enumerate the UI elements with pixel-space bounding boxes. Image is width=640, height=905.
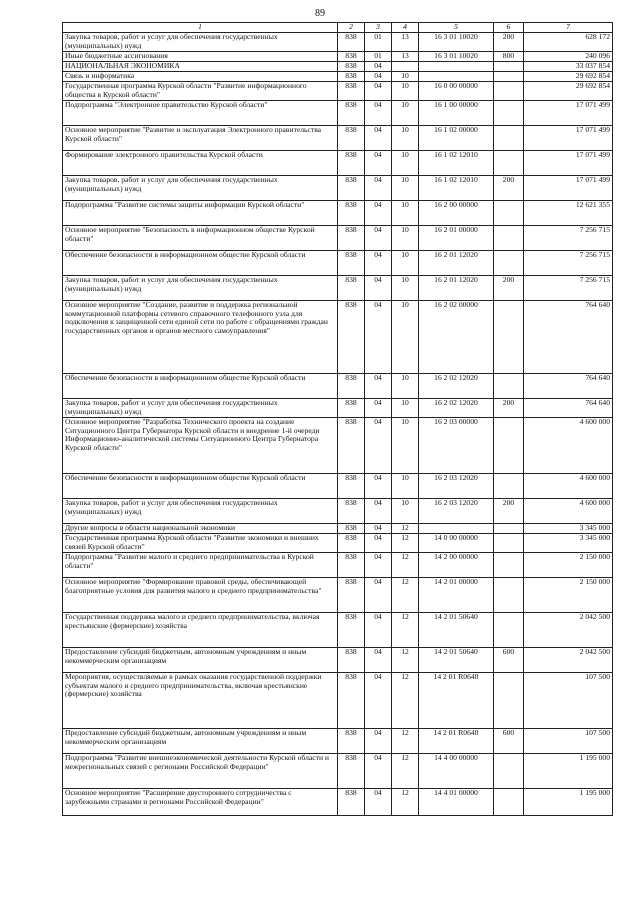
table-row <box>63 226 613 251</box>
cell-amount: 7 256 715 <box>524 226 613 251</box>
cell-ministry-code: 838 <box>338 399 365 418</box>
cell-ministry-code: 838 <box>338 534 365 553</box>
cell-section-code: 04 <box>365 578 392 613</box>
column-header: 2 <box>338 23 365 33</box>
cell-expense-type <box>494 62 524 72</box>
table-row <box>63 374 613 399</box>
cell-section-code: 04 <box>365 399 392 418</box>
cell-name: НАЦИОНАЛЬНАЯ ЭКОНОМИКА <box>63 62 338 72</box>
cell-name: Подпрограмма "Электронное правительство Курской области" <box>63 101 338 126</box>
cell-section-code: 04 <box>365 62 392 72</box>
cell-subsection-code: 10 <box>392 251 419 276</box>
cell-ministry-code: 838 <box>338 789 365 816</box>
cell-target-article: 16 2 03 12020 <box>419 499 494 524</box>
cell-amount: 628 172 <box>524 33 613 52</box>
cell-expense-type <box>494 201 524 226</box>
cell-expense-type <box>494 374 524 399</box>
cell-target-article: 16 2 03 12020 <box>419 474 494 499</box>
cell-amount: 1 195 000 <box>524 754 613 789</box>
cell-section-code: 04 <box>365 276 392 301</box>
cell-name: Связь и информатика <box>63 72 338 82</box>
column-header: 3 <box>365 23 392 33</box>
cell-section-code: 04 <box>365 524 392 534</box>
cell-ministry-code: 838 <box>338 578 365 613</box>
cell-expense-type: 600 <box>494 729 524 754</box>
cell-name: Закупка товаров, работ и услуг для обеспечения государственных (муниципальных) нужд <box>63 276 338 301</box>
cell-section-code: 04 <box>365 729 392 754</box>
table-row <box>63 553 613 578</box>
cell-amount: 764 640 <box>524 301 613 374</box>
cell-section-code: 04 <box>365 648 392 673</box>
cell-subsection-code: 10 <box>392 201 419 226</box>
cell-target-article: 16 3 01 10020 <box>419 33 494 52</box>
cell-subsection-code: 10 <box>392 374 419 399</box>
cell-amount: 1 195 000 <box>524 789 613 816</box>
cell-ministry-code: 838 <box>338 553 365 578</box>
cell-expense-type <box>494 754 524 789</box>
cell-section-code: 04 <box>365 789 392 816</box>
cell-subsection-code: 10 <box>392 82 419 101</box>
cell-ministry-code: 838 <box>338 62 365 72</box>
cell-target-article: 16 1 02 00000 <box>419 126 494 151</box>
cell-subsection-code: 10 <box>392 226 419 251</box>
table-row <box>63 251 613 276</box>
cell-expense-type <box>494 301 524 374</box>
table-row <box>63 578 613 613</box>
cell-amount: 107 500 <box>524 729 613 754</box>
cell-target-article: 16 0 00 00000 <box>419 82 494 101</box>
cell-amount: 29 692 854 <box>524 72 613 82</box>
cell-expense-type <box>494 524 524 534</box>
table-row <box>63 52 613 62</box>
cell-target-article: 14 4 01 00000 <box>419 789 494 816</box>
cell-amount: 4 600 000 <box>524 418 613 474</box>
cell-section-code: 04 <box>365 301 392 374</box>
cell-expense-type <box>494 226 524 251</box>
cell-expense-type: 200 <box>494 399 524 418</box>
cell-name: Государственная программа Курской области "Развитие информационного общества в Курской области" <box>63 82 338 101</box>
cell-name: Иные бюджетные ассигнования <box>63 52 338 62</box>
cell-subsection-code: 12 <box>392 578 419 613</box>
cell-target-article: 14 0 00 00000 <box>419 534 494 553</box>
cell-subsection-code: 12 <box>392 553 419 578</box>
cell-amount: 4 600 000 <box>524 474 613 499</box>
cell-name: Закупка товаров, работ и услуг для обеспечения государственных (муниципальных) нужд <box>63 33 338 52</box>
cell-subsection-code: 12 <box>392 673 419 729</box>
cell-name: Мероприятия, осуществляемые в рамках оказания государственной поддержки субъектам малого и среднего предпринимательства, включая крестьянские (фермерские) хозяйства <box>63 673 338 729</box>
table-row <box>63 33 613 52</box>
cell-expense-type <box>494 553 524 578</box>
cell-ministry-code: 838 <box>338 101 365 126</box>
cell-ministry-code: 838 <box>338 251 365 276</box>
cell-expense-type <box>494 151 524 176</box>
cell-amount: 240 096 <box>524 52 613 62</box>
cell-name: Предоставление субсидий бюджетным, автономным учреждениям и иным некоммерческим организациям <box>63 648 338 673</box>
cell-ministry-code: 838 <box>338 33 365 52</box>
cell-section-code: 04 <box>365 613 392 648</box>
cell-target-article: 16 1 02 12010 <box>419 176 494 201</box>
table-header-row <box>63 23 613 33</box>
cell-amount: 3 345 000 <box>524 524 613 534</box>
cell-name: Предоставление субсидий бюджетным, автономным учреждениям и иным некоммерческим организациям <box>63 729 338 754</box>
table-row <box>63 301 613 374</box>
cell-name: Закупка товаров, работ и услуг для обеспечения государственных (муниципальных) нужд <box>63 399 338 418</box>
cell-ministry-code: 838 <box>338 524 365 534</box>
cell-amount: 2 150 000 <box>524 553 613 578</box>
cell-amount: 107 500 <box>524 673 613 729</box>
cell-target-article: 14 2 01 50640 <box>419 648 494 673</box>
cell-amount: 4 600 000 <box>524 499 613 524</box>
cell-expense-type <box>494 82 524 101</box>
cell-expense-type <box>494 613 524 648</box>
cell-section-code: 04 <box>365 374 392 399</box>
cell-target-article: 14 2 01 R0640 <box>419 673 494 729</box>
cell-ministry-code: 838 <box>338 226 365 251</box>
cell-section-code: 04 <box>365 499 392 524</box>
cell-target-article: 16 2 00 00000 <box>419 201 494 226</box>
table-row <box>63 534 613 553</box>
cell-expense-type <box>494 418 524 474</box>
cell-name: Подпрограмма "Развитие малого и среднего предпринимательства в Курской области" <box>63 553 338 578</box>
cell-amount: 17 071 499 <box>524 151 613 176</box>
table-row <box>63 201 613 226</box>
table-row <box>63 101 613 126</box>
cell-expense-type <box>494 251 524 276</box>
cell-subsection-code: 12 <box>392 524 419 534</box>
cell-subsection-code: 10 <box>392 276 419 301</box>
budget-table <box>62 22 613 816</box>
cell-amount: 17 071 499 <box>524 101 613 126</box>
cell-subsection-code: 10 <box>392 301 419 374</box>
cell-name: Государственная программа Курской области "Развитие экономики и внешних связей Курской области" <box>63 534 338 553</box>
cell-section-code: 04 <box>365 151 392 176</box>
cell-subsection-code: 10 <box>392 176 419 201</box>
cell-target-article: 14 2 00 00000 <box>419 553 494 578</box>
cell-section-code: 04 <box>365 101 392 126</box>
cell-subsection-code: 12 <box>392 534 419 553</box>
cell-target-article: 16 1 02 12010 <box>419 151 494 176</box>
cell-section-code: 04 <box>365 126 392 151</box>
cell-subsection-code: 13 <box>392 52 419 62</box>
cell-ministry-code: 838 <box>338 72 365 82</box>
cell-ministry-code: 838 <box>338 648 365 673</box>
cell-name: Другие вопросы в области национальной экономики <box>63 524 338 534</box>
cell-target-article: 16 2 03 00000 <box>419 418 494 474</box>
cell-target-article: 16 2 01 00000 <box>419 226 494 251</box>
cell-expense-type: 600 <box>494 648 524 673</box>
cell-ministry-code: 838 <box>338 151 365 176</box>
cell-subsection-code: 12 <box>392 789 419 816</box>
cell-ministry-code: 838 <box>338 418 365 474</box>
table-row <box>63 499 613 524</box>
cell-ministry-code: 838 <box>338 673 365 729</box>
cell-subsection-code <box>392 62 419 72</box>
table-body <box>63 33 613 816</box>
cell-name: Обеспечение безопасности в информационном обществе Курской области <box>63 251 338 276</box>
table-row <box>63 754 613 789</box>
cell-target-article: 14 2 01 50640 <box>419 613 494 648</box>
cell-section-code: 04 <box>365 534 392 553</box>
table-row <box>63 648 613 673</box>
cell-amount: 17 071 499 <box>524 176 613 201</box>
cell-section-code: 04 <box>365 201 392 226</box>
cell-amount: 764 640 <box>524 374 613 399</box>
cell-name: Подпрограмма "Развитие внешнеэкономической деятельности Курской области и межрегиональных связей с регионами Российской Федерации" <box>63 754 338 789</box>
cell-amount: 2 042 500 <box>524 648 613 673</box>
cell-ministry-code: 838 <box>338 729 365 754</box>
table-row <box>63 151 613 176</box>
cell-target-article <box>419 72 494 82</box>
cell-section-code: 04 <box>365 251 392 276</box>
cell-subsection-code: 10 <box>392 101 419 126</box>
cell-subsection-code: 10 <box>392 151 419 176</box>
table-row <box>63 673 613 729</box>
table-row <box>63 789 613 816</box>
cell-target-article: 16 2 01 12020 <box>419 251 494 276</box>
cell-expense-type <box>494 101 524 126</box>
table-row <box>63 126 613 151</box>
column-header: 5 <box>419 23 494 33</box>
cell-ministry-code: 838 <box>338 474 365 499</box>
cell-target-article: 16 2 02 00000 <box>419 301 494 374</box>
cell-ministry-code: 838 <box>338 126 365 151</box>
cell-name: Формирование электронного правительства Курской области <box>63 151 338 176</box>
cell-target-article: 16 1 00 00000 <box>419 101 494 126</box>
cell-expense-type: 200 <box>494 33 524 52</box>
cell-amount: 29 692 854 <box>524 82 613 101</box>
cell-section-code: 04 <box>365 754 392 789</box>
cell-ministry-code: 838 <box>338 499 365 524</box>
cell-section-code: 01 <box>365 52 392 62</box>
cell-amount: 2 042 500 <box>524 613 613 648</box>
cell-subsection-code: 10 <box>392 418 419 474</box>
cell-ministry-code: 838 <box>338 754 365 789</box>
cell-expense-type <box>494 474 524 499</box>
cell-expense-type <box>494 673 524 729</box>
cell-name: Основное мероприятие "Расширение двустороннего сотрудничества с зарубежными странами и регионами Российской Федерации" <box>63 789 338 816</box>
table-row <box>63 82 613 101</box>
table-row <box>63 72 613 82</box>
cell-subsection-code: 12 <box>392 729 419 754</box>
table-row <box>63 524 613 534</box>
cell-target-article: 16 2 02 12020 <box>419 374 494 399</box>
cell-name: Основное мероприятие "Разработка Технического проекта на создание Ситуационного Центра Губернатора Курской области и внедрение 1-й очереди Информационно-аналитической системы Ситуационного Центра Губернатора Курской области" <box>63 418 338 474</box>
cell-name: Основное мероприятие "Формирование правовой среды, обеспечивающей благоприятные условия для развития малого и среднего предпринимательства" <box>63 578 338 613</box>
cell-ministry-code: 838 <box>338 176 365 201</box>
cell-subsection-code: 12 <box>392 613 419 648</box>
cell-subsection-code: 12 <box>392 754 419 789</box>
cell-target-article <box>419 62 494 72</box>
cell-name: Закупка товаров, работ и услуг для обеспечения государственных (муниципальных) нужд <box>63 176 338 201</box>
cell-expense-type <box>494 789 524 816</box>
table-row <box>63 399 613 418</box>
cell-amount: 17 071 499 <box>524 126 613 151</box>
cell-ministry-code: 838 <box>338 276 365 301</box>
table-row <box>63 62 613 72</box>
table-row <box>63 276 613 301</box>
cell-amount: 2 150 000 <box>524 578 613 613</box>
cell-name: Основное мероприятие "Создание, развитие и поддержка региональной коммутационной платформы сетевого справочного телефонного узла для подключения к защищенной сети единой сети по работе с обращениями граждан государственных органов и органов местного самоуправления" <box>63 301 338 374</box>
cell-target-article: 16 2 02 12020 <box>419 399 494 418</box>
cell-subsection-code: 12 <box>392 648 419 673</box>
cell-target-article: 16 3 01 10020 <box>419 52 494 62</box>
cell-ministry-code: 838 <box>338 374 365 399</box>
cell-section-code: 04 <box>365 226 392 251</box>
cell-ministry-code: 838 <box>338 301 365 374</box>
cell-amount: 3 345 000 <box>524 534 613 553</box>
table-row <box>63 474 613 499</box>
table-row <box>63 613 613 648</box>
cell-subsection-code: 10 <box>392 499 419 524</box>
cell-section-code: 04 <box>365 72 392 82</box>
cell-expense-type <box>494 578 524 613</box>
cell-amount: 764 640 <box>524 399 613 418</box>
cell-name: Закупка товаров, работ и услуг для обеспечения государственных (муниципальных) нужд <box>63 499 338 524</box>
cell-target-article: 14 2 01 R0640 <box>419 729 494 754</box>
table-row <box>63 176 613 201</box>
cell-amount: 12 621 355 <box>524 201 613 226</box>
cell-amount: 7 256 715 <box>524 251 613 276</box>
cell-amount: 33 037 854 <box>524 62 613 72</box>
column-header: 6 <box>494 23 524 33</box>
cell-name: Государственная поддержка малого и среднего предпринимательства, включая крестьянские (фермерские) хозяйства <box>63 613 338 648</box>
column-header: 7 <box>524 23 613 33</box>
cell-expense-type: 200 <box>494 499 524 524</box>
cell-expense-type <box>494 126 524 151</box>
cell-target-article <box>419 524 494 534</box>
cell-ministry-code: 838 <box>338 82 365 101</box>
cell-expense-type <box>494 534 524 553</box>
cell-target-article: 14 2 01 00000 <box>419 578 494 613</box>
column-header: 4 <box>392 23 419 33</box>
cell-ministry-code: 838 <box>338 201 365 226</box>
cell-section-code: 01 <box>365 33 392 52</box>
cell-subsection-code: 10 <box>392 474 419 499</box>
cell-subsection-code: 10 <box>392 399 419 418</box>
cell-name: Обеспечение безопасности в информационном обществе Курской области <box>63 374 338 399</box>
cell-expense-type: 200 <box>494 176 524 201</box>
page-number: 89 <box>315 8 325 19</box>
cell-name: Основное мероприятие "Безопасность в информационном обществе Курской области" <box>63 226 338 251</box>
cell-subsection-code: 10 <box>392 126 419 151</box>
column-header: 1 <box>63 23 338 33</box>
cell-section-code: 04 <box>365 82 392 101</box>
cell-ministry-code: 838 <box>338 52 365 62</box>
cell-section-code: 04 <box>365 176 392 201</box>
cell-name: Обеспечение безопасности в информационном обществе Курской области <box>63 474 338 499</box>
table-row <box>63 729 613 754</box>
cell-target-article: 16 2 01 12020 <box>419 276 494 301</box>
cell-section-code: 04 <box>365 474 392 499</box>
cell-subsection-code: 10 <box>392 72 419 82</box>
cell-name: Подпрограмма "Развитие системы защиты информации Курской области" <box>63 201 338 226</box>
cell-amount: 7 256 715 <box>524 276 613 301</box>
cell-expense-type: 200 <box>494 276 524 301</box>
cell-section-code: 04 <box>365 673 392 729</box>
cell-expense-type <box>494 72 524 82</box>
cell-section-code: 04 <box>365 418 392 474</box>
cell-target-article: 14 4 00 00000 <box>419 754 494 789</box>
table-row <box>63 418 613 474</box>
cell-section-code: 04 <box>365 553 392 578</box>
cell-name: Основное мероприятие "Развитие и эксплуатация Электронного правительства Курской области" <box>63 126 338 151</box>
cell-expense-type: 800 <box>494 52 524 62</box>
cell-ministry-code: 838 <box>338 613 365 648</box>
cell-subsection-code: 13 <box>392 33 419 52</box>
